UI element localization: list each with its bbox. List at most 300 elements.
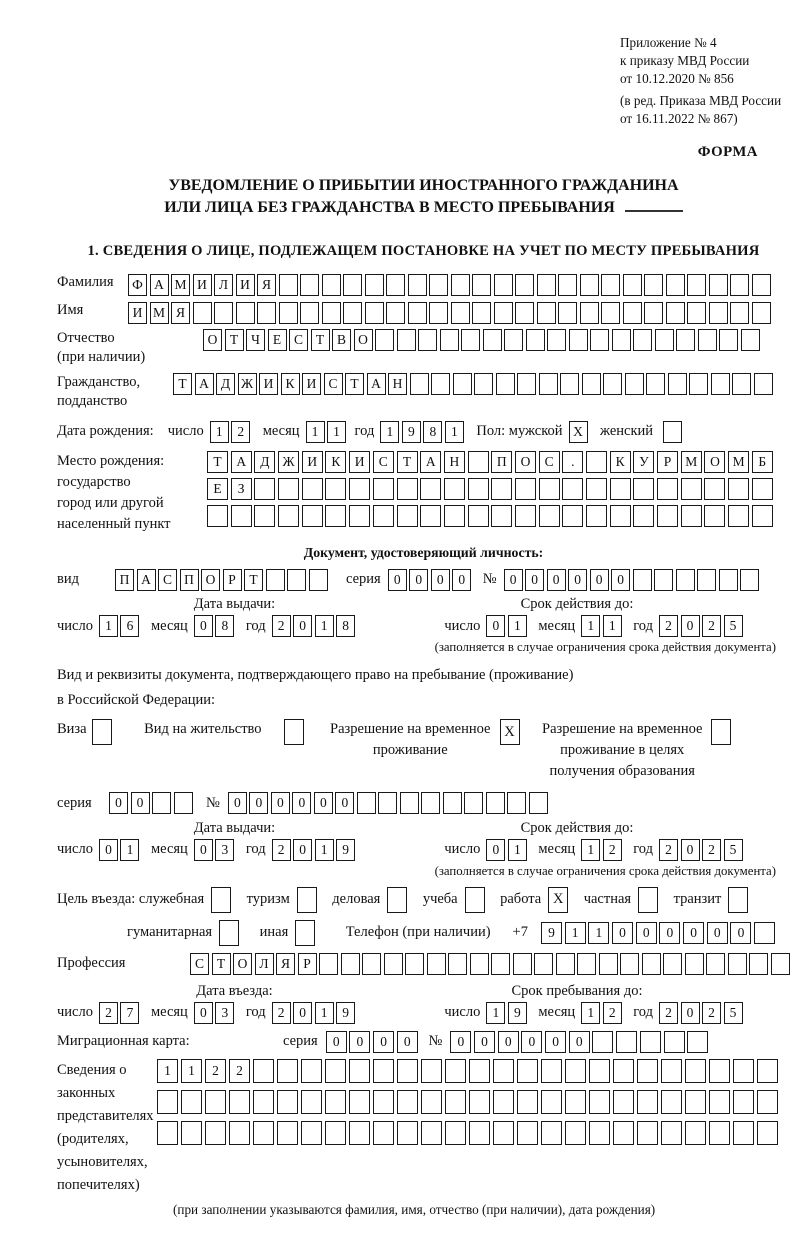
form-cell: Т	[244, 569, 263, 591]
visa-checkbox	[92, 719, 115, 745]
form-cell: А	[137, 569, 156, 591]
resident-doc-paragraph: Вид и реквизиты документа, подтверждающего право на пребывание (проживание) в Российской Федерации:	[57, 667, 574, 708]
form-cell: 2	[603, 1002, 622, 1024]
form-cell	[465, 887, 485, 913]
form-cell: 0	[569, 1031, 590, 1053]
form-cell	[539, 373, 558, 395]
doc-valid-note: (заполняется в случае ограничения срока действия документа)	[434, 640, 776, 654]
permit-options-row	[57, 719, 790, 782]
form-cell	[253, 1059, 274, 1083]
form-cell: В	[332, 329, 351, 351]
temp-residence-checkbox	[500, 719, 523, 745]
form-cell	[663, 421, 682, 443]
form-cell: К	[610, 451, 631, 473]
form-cell: И	[193, 274, 212, 296]
annex-line: Приложение № 4	[620, 35, 717, 50]
birthplace-row2-cells	[207, 478, 776, 500]
form-cell	[517, 1059, 538, 1083]
form-cell: 2	[205, 1059, 226, 1083]
form-cell: 1	[315, 1002, 334, 1024]
form-cell	[375, 329, 394, 351]
form-cell	[410, 373, 429, 395]
res-dates-row	[57, 839, 790, 861]
annex-line: (в ред. Приказа МВД России	[620, 93, 782, 108]
forma-label: ФОРМА	[697, 144, 758, 160]
form-cell	[284, 719, 304, 745]
form-cell: И	[128, 302, 147, 324]
residence-permit-label: Вид на жительство	[144, 721, 262, 737]
entry-dates-headings	[57, 983, 790, 1000]
reps-row3-cells	[157, 1121, 781, 1145]
form-cell	[207, 505, 228, 527]
form-cell	[529, 792, 548, 814]
form-cell	[719, 569, 738, 591]
form-cell	[325, 1121, 346, 1145]
doc-issue-month-cells	[194, 615, 237, 637]
form-cell	[325, 1090, 346, 1114]
form-cell	[661, 1121, 682, 1145]
form-cell	[386, 274, 405, 296]
form-cell: 0	[547, 569, 566, 591]
mig-number-label: №	[428, 1033, 443, 1049]
form-cell	[295, 920, 315, 946]
surname-row	[57, 274, 790, 296]
form-cell	[517, 1090, 538, 1114]
form-cell	[698, 329, 717, 351]
form-cell	[319, 953, 338, 975]
stay-month-cells	[581, 1002, 624, 1024]
form-cell	[728, 887, 748, 913]
form-cell	[613, 1059, 634, 1083]
year-label: год	[354, 423, 375, 439]
form-cell	[384, 953, 403, 975]
form-cell	[655, 329, 674, 351]
form-cell	[709, 1121, 730, 1145]
migration-card-row	[57, 1031, 790, 1053]
phone-cells	[541, 922, 778, 944]
profession-label: Профессия	[57, 955, 126, 971]
form-cell: 0	[525, 569, 544, 591]
form-cell: М	[171, 274, 190, 296]
res-issue-year-cells	[272, 839, 358, 861]
sex-female-checkbox	[663, 421, 685, 443]
form-cell: 0	[388, 569, 407, 591]
form-cell	[491, 953, 510, 975]
form-cell: О	[354, 329, 373, 351]
form-cell	[301, 1059, 322, 1083]
form-cell	[494, 302, 513, 324]
form-cell	[157, 1090, 178, 1114]
form-cell	[429, 274, 448, 296]
form-cell	[429, 302, 448, 324]
form-cell	[642, 953, 661, 975]
res-series-label: серия	[57, 794, 92, 811]
form-cell: 1	[315, 839, 334, 861]
annex-line: от 10.12.2020 № 856	[620, 71, 734, 86]
form-cell	[704, 505, 725, 527]
temp-residence-label: Разрешение на временное проживание	[330, 721, 491, 758]
form-title	[57, 175, 790, 219]
phone-prefix: +7	[512, 924, 528, 940]
annex-block	[620, 34, 800, 128]
form-cell	[496, 373, 515, 395]
form-cell	[541, 1059, 562, 1083]
form-cell: 0	[194, 1002, 213, 1024]
form-cell	[349, 1121, 370, 1145]
form-cell: 0	[131, 792, 150, 814]
form-cell	[387, 887, 407, 913]
form-cell	[421, 1121, 442, 1145]
form-cell	[277, 1059, 298, 1083]
form-cell: С	[539, 451, 560, 473]
form-cell	[704, 478, 725, 500]
form-cell	[464, 792, 483, 814]
form-cell	[277, 1090, 298, 1114]
form-cell	[582, 373, 601, 395]
form-cell	[565, 1059, 586, 1083]
form-cell	[325, 478, 346, 500]
form-cell: Я	[171, 302, 190, 324]
form-cell	[666, 302, 685, 324]
form-cell: С	[158, 569, 177, 591]
form-cell: Т	[173, 373, 192, 395]
form-cell	[749, 953, 768, 975]
form-cell: 0	[683, 922, 704, 944]
form-cell: Ф	[128, 274, 147, 296]
form-cell	[301, 1090, 322, 1114]
res-valid-group: число 0 1 месяц 1 2 год 2 0 2 5	[444, 839, 745, 861]
form-cell	[547, 329, 566, 351]
form-cell	[586, 478, 607, 500]
form-cell	[373, 505, 394, 527]
form-cell	[397, 505, 418, 527]
name-label: Имя	[57, 301, 84, 318]
form-cell: А	[367, 373, 386, 395]
form-cell	[420, 505, 441, 527]
form-cell	[517, 1121, 538, 1145]
form-cell: 3	[215, 1002, 234, 1024]
form-cell	[613, 1090, 634, 1114]
form-cell	[445, 1059, 466, 1083]
name-row	[57, 302, 790, 324]
form-cell	[254, 478, 275, 500]
form-cell	[493, 1090, 514, 1114]
form-cell: 9	[402, 421, 421, 443]
form-cell	[757, 1090, 778, 1114]
form-cell	[644, 302, 663, 324]
form-cell: 0	[730, 922, 751, 944]
form-cell: 1	[508, 615, 527, 637]
form-cell	[373, 1121, 394, 1145]
form-cell	[560, 373, 579, 395]
form-cell	[637, 1090, 658, 1114]
form-cell: 1	[181, 1059, 202, 1083]
form-cell	[741, 329, 760, 351]
profession-row	[57, 953, 790, 975]
doc-type-row	[57, 569, 790, 591]
form-cell	[397, 1059, 418, 1083]
form-cell	[663, 953, 682, 975]
migration-card-label: Миграционная карта:	[57, 1033, 190, 1049]
form-cell: П	[115, 569, 134, 591]
form-cell	[469, 1121, 490, 1145]
form-cell	[633, 569, 652, 591]
form-cell: Д	[254, 451, 275, 473]
form-cell	[445, 1121, 466, 1145]
form-cell	[397, 478, 418, 500]
purpose-private-label: частная	[583, 891, 632, 907]
form-cell: Т	[207, 451, 228, 473]
form-cell: 0	[373, 1031, 394, 1053]
form-cell	[365, 302, 384, 324]
form-cell: 0	[409, 569, 428, 591]
form-cell	[558, 274, 577, 296]
form-cell	[638, 887, 658, 913]
entry-day-cells	[99, 1002, 142, 1024]
purpose-tourism-label: туризм	[246, 891, 290, 907]
form-cell: З	[231, 478, 252, 500]
form-cell: Е	[207, 478, 228, 500]
res-valid-heading: Срок действия до:	[520, 819, 634, 836]
res-dates-headings	[57, 820, 790, 837]
form-cell: 0	[271, 792, 290, 814]
form-cell	[504, 329, 523, 351]
form-cell	[754, 922, 775, 944]
form-cell	[349, 1059, 370, 1083]
form-cell	[302, 478, 323, 500]
res-valid-day-cells	[486, 839, 529, 861]
form-cell	[685, 1059, 706, 1083]
form-cell	[421, 1059, 442, 1083]
form-cell: Б	[752, 451, 773, 473]
form-cell	[515, 478, 536, 500]
form-cell: 1	[99, 615, 118, 637]
form-cell: Р	[298, 953, 317, 975]
form-cell: 0	[292, 792, 311, 814]
form-cell	[752, 274, 771, 296]
purpose-business-checkbox	[387, 887, 410, 913]
form-cell: X	[500, 719, 520, 745]
doc-type-cells	[115, 569, 330, 591]
form-cell: О	[704, 451, 725, 473]
form-cell: М	[681, 451, 702, 473]
reps-row1-cells	[157, 1059, 781, 1083]
form-cell	[513, 953, 532, 975]
doc-number-cells	[504, 569, 762, 591]
form-cell	[181, 1121, 202, 1145]
form-cell	[278, 478, 299, 500]
form-cell	[537, 302, 556, 324]
form-cell	[451, 302, 470, 324]
purpose-private-checkbox	[638, 887, 661, 913]
form-cell	[539, 478, 560, 500]
purpose-humanitarian-checkbox	[219, 920, 242, 946]
form-cell: 2	[702, 615, 721, 637]
identity-doc-heading: Документ, удостоверяющий личность:	[303, 544, 544, 560]
form-cell	[625, 373, 644, 395]
form-cell	[637, 1121, 658, 1145]
form-cell	[397, 1090, 418, 1114]
form-cell: Е	[268, 329, 287, 351]
sex-female-label: женский	[600, 423, 654, 439]
doc-issue-group: число 1 6 месяц 0 8 год 2 0 1 8	[57, 615, 358, 637]
form-cell	[685, 953, 704, 975]
form-cell	[752, 478, 773, 500]
birthdate-row	[57, 421, 790, 443]
purpose-official-label: Цель въезда: служебная	[57, 891, 205, 907]
form-cell: О	[203, 329, 222, 351]
form-cell: 0	[109, 792, 128, 814]
form-cell: К	[281, 373, 300, 395]
form-cell	[309, 569, 328, 591]
form-cell: П	[180, 569, 199, 591]
form-cell	[687, 302, 706, 324]
form-cell: 0	[707, 922, 728, 944]
purpose-other-checkbox	[295, 920, 318, 946]
res-number-label: №	[206, 794, 220, 811]
purpose-official-checkbox	[211, 887, 234, 913]
form-cell: И	[259, 373, 278, 395]
form-cell: 1	[327, 421, 346, 443]
form-cell: 2	[272, 1002, 291, 1024]
form-cell	[400, 792, 419, 814]
form-cell	[231, 505, 252, 527]
form-cell: Т	[397, 451, 418, 473]
form-cell: О	[233, 953, 252, 975]
form-cell	[728, 953, 747, 975]
form-cell	[586, 451, 607, 473]
form-cell: 0	[397, 1031, 418, 1053]
form-cell	[589, 1090, 610, 1114]
form-cell	[752, 302, 771, 324]
form-cell	[300, 302, 319, 324]
stay-until-heading: Срок пребывания до:	[511, 982, 643, 999]
form-cell	[711, 373, 730, 395]
form-cell: Я	[276, 953, 295, 975]
form-cell	[408, 274, 427, 296]
form-cell: 1	[508, 839, 527, 861]
form-cell: 0	[450, 1031, 471, 1053]
form-cell	[601, 274, 620, 296]
form-cell	[470, 953, 489, 975]
form-cell: 0	[498, 1031, 519, 1053]
form-cell: О	[201, 569, 220, 591]
form-cell	[610, 505, 631, 527]
form-cell	[386, 302, 405, 324]
res-number-cells	[228, 792, 551, 814]
form-cell: 1	[581, 839, 600, 861]
form-cell	[421, 1090, 442, 1114]
citizenship-cells	[173, 373, 775, 395]
res-valid-note: (заполняется в случае ограничения срока действия документа)	[434, 863, 776, 878]
representatives-cells-col	[157, 1059, 781, 1150]
form-cell	[637, 1059, 658, 1083]
form-cell	[214, 302, 233, 324]
form-cell: 5	[724, 1002, 743, 1024]
purpose-study-label: учеба	[422, 891, 458, 907]
purpose-work-checkbox	[548, 887, 571, 913]
form-cell: Т	[345, 373, 364, 395]
form-cell	[685, 1090, 706, 1114]
profession-cells	[190, 953, 792, 975]
form-cell	[181, 1090, 202, 1114]
form-cell	[676, 329, 695, 351]
form-cell	[612, 329, 631, 351]
form-cell	[757, 1121, 778, 1145]
form-cell	[373, 478, 394, 500]
form-cell: 0	[521, 1031, 542, 1053]
form-cell	[253, 1090, 274, 1114]
form-cell	[689, 373, 708, 395]
form-cell	[349, 505, 370, 527]
form-cell	[277, 1121, 298, 1145]
form-cell	[569, 329, 588, 351]
form-cell: 2	[229, 1059, 250, 1083]
form-cell	[491, 505, 512, 527]
form-cell	[589, 1059, 610, 1083]
form-cell	[491, 478, 512, 500]
form-cell: Ж	[278, 451, 299, 473]
entry-date-heading: Дата въезда:	[196, 982, 273, 999]
form-cell	[279, 302, 298, 324]
form-cell: Д	[216, 373, 235, 395]
form-cell: И	[236, 274, 255, 296]
form-cell	[515, 505, 536, 527]
form-cell	[287, 569, 306, 591]
form-cell	[590, 329, 609, 351]
form-cell: 8	[336, 615, 355, 637]
doc-valid-day-cells	[486, 615, 529, 637]
form-cell: 5	[724, 839, 743, 861]
doc-valid-year-cells	[659, 615, 745, 637]
form-cell: 9	[508, 1002, 527, 1024]
form-cell: 0	[636, 922, 657, 944]
reps-row2-cells	[157, 1090, 781, 1114]
form-cell	[278, 505, 299, 527]
form-cell	[211, 887, 231, 913]
form-cell	[257, 302, 276, 324]
form-cell: 1	[306, 421, 325, 443]
temp-residence-edu-checkbox	[711, 719, 734, 745]
form-cell	[507, 792, 526, 814]
doc-issue-day-cells	[99, 615, 142, 637]
form-cell	[341, 953, 360, 975]
form-cell: 0	[474, 1031, 495, 1053]
doc-issue-year-cells	[272, 615, 358, 637]
form-cell	[711, 719, 731, 745]
form-cell	[732, 373, 751, 395]
form-cell: Т	[311, 329, 330, 351]
form-cell	[420, 478, 441, 500]
purpose-row2	[57, 920, 790, 946]
form-cell	[733, 1090, 754, 1114]
mig-series-cells	[326, 1031, 421, 1053]
form-cell	[300, 274, 319, 296]
form-cell: 0	[611, 569, 630, 591]
form-cell: У	[633, 451, 654, 473]
birthdate-label: Дата рождения:	[57, 423, 154, 439]
form-cell	[469, 1059, 490, 1083]
form-cell	[297, 887, 317, 913]
form-cell	[468, 451, 489, 473]
form-cell: X	[569, 421, 588, 443]
form-cell	[580, 274, 599, 296]
form-cell	[152, 792, 171, 814]
doc-dates-row	[57, 615, 790, 637]
form-cell: 1	[120, 839, 139, 861]
form-cell: 1	[581, 615, 600, 637]
form-cell	[676, 569, 695, 591]
